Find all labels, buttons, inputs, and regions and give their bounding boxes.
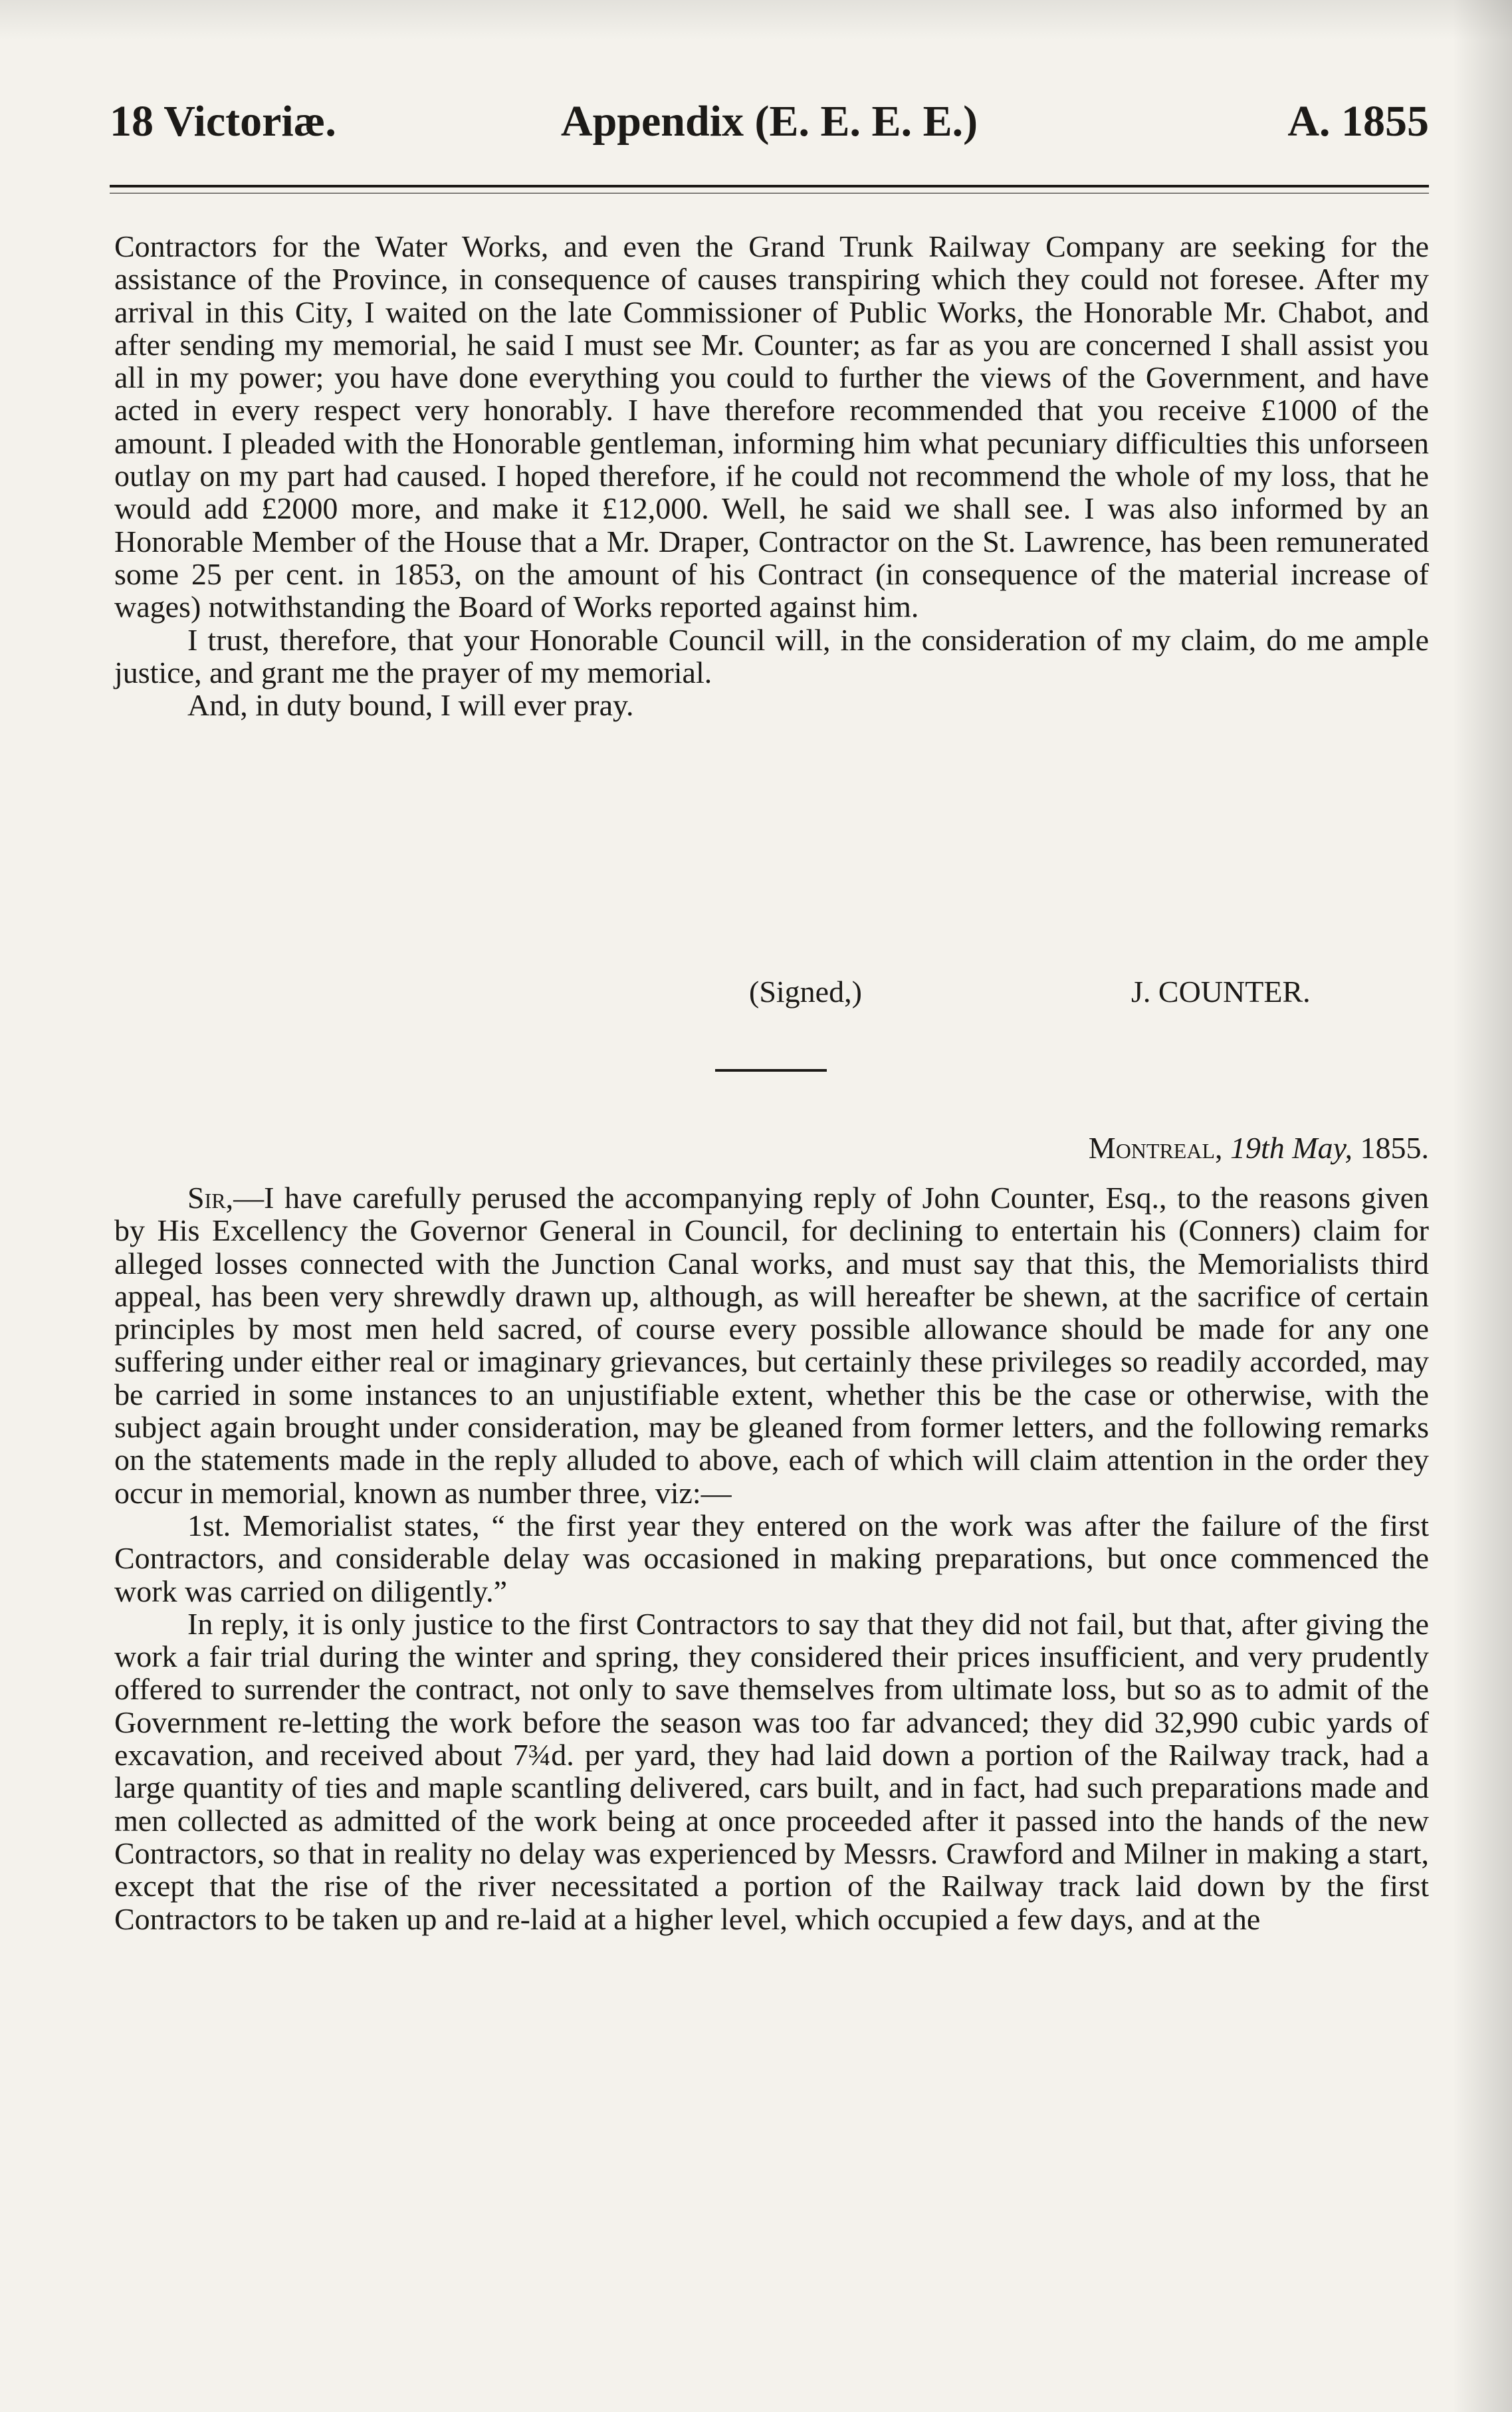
- dateline: [1089, 1130, 1429, 1165]
- header-year: A. 1855: [1287, 97, 1429, 146]
- dateline-place: Montreal,: [1088, 1131, 1223, 1165]
- header-rule-thick: [110, 185, 1429, 187]
- dateline-month: May,: [1292, 1131, 1352, 1165]
- section-separator: [715, 1069, 827, 1072]
- header-session: 18 Victoriæ.: [110, 97, 336, 146]
- running-header: [110, 96, 1429, 156]
- signed-label: (Signed,): [749, 975, 862, 1009]
- header-appendix: Appendix (E. E. E. E.): [560, 97, 978, 146]
- letter1-paragraph: Contractors for the Water Works, and even the Grand Trunk Railway Company are seeking for the assistance of the Province, in consequence of causes transpiring which they could not foresee. After my arrival in this City, I waited on the late Commissioner of Public Works, the Honorable Mr. Chabot, and after sending my memorial, he said I must see Mr. Counter; as far as you are concerned I shall assist you all in my power; you have done everything you could to further the views of the Government, and have acted in every respect very honorably. I have therefore recommended that you receive £1000 of the amount. I pleaded with the Honorable gentleman, informing him what pecuniary difficulties this unforseen outlay on my part had caused. I hoped therefore, if he could not recommend the whole of my loss, that he would add £2000 more, and make it £12,000. Well, he said we shall see. I was also informed by an Honorable Member of the House that a Mr. Draper, Contractor on the St. Lawrence, has been remunerated some 25 per cent. in 1853, on the amount of his Contract (in consequence of the material increase of wages) notwithstanding the Board of Works reported against him.: [114, 229, 1429, 624]
- page-shadow-top: [0, 0, 1512, 40]
- letter1-paragraph: I trust, therefore, that your Honorable Council will, in the consideration of my claim, do me ample justice, and grant me the prayer of my memorial.: [114, 622, 1429, 689]
- letter1-closing: And, in duty bound, I will ever pray.: [187, 688, 634, 723]
- letter2-paragraph: In reply, it is only justice to the first Contractors to say that they did not fail, but that, after giving the work a fair trial during the winter and spring, they considered their prices insufficient, and very prudently offered to surrender the contract, not only to save themselves from ultimate loss, but so as to admit of the Government re-letting the work before the season was too far advanced; they did 32,990 cubic yards of excavation, and received about 7¾d. per yard, they had laid down a portion of the Railway track, had a large quantity of ties and maple scantling delivered, cars built, and in fact, had such preparations made and men collected as admitted of the work being at once proceeded after it passed into the hands of the new Contractors, so that in reality no delay was experienced by Messrs. Crawford and Milner in making a start, except that the rise of the river necessitated a portion of the Railway track laid down by the first Contractors to be taken up and re-laid at a higher level, which occupied a few days, and at the: [114, 1606, 1429, 1936]
- salutation: Sir,: [187, 1181, 234, 1215]
- letter2-paragraph-text: —I have carefully perused the accompanying reply of John Counter, Esq., to the reasons given by His Excellency the Governor General in Council, for declining to entertain his (Conners) claim for alleged losses connected with the Junction Canal works, and must say that this, the Memorialists third appeal, has been very shrewdly drawn up, although, as will hereafter be shewn, at the sacrifice of certain principles by most men held sacred, of course every possible allowance should be made for any one suffering under either real or imaginary grievances, but certainly these privileges so readily accorded, may be carried in some instances to an unjustifiable extent, whether this be the case or otherwise, with the subject again brought under consideration, may be gleaned from former letters, and the following remarks on the statements made in the reply alluded to above, each of which will claim attention in the order they occur in memorial, known as number three, viz:—: [114, 1181, 1429, 1510]
- letter2-paragraph: [114, 1181, 1429, 1509]
- page-shadow-right: [1452, 0, 1512, 2412]
- dateline-year: 1855.: [1360, 1131, 1429, 1165]
- letter-reply-body: [114, 1181, 1429, 1935]
- letter-counter-body: [114, 230, 1429, 721]
- dateline-day: 19th: [1230, 1131, 1285, 1165]
- signer-name: J. COUNTER.: [1131, 975, 1311, 1009]
- letter2-paragraph: 1st. Memorialist states, “ the first year they entered on the work was after the failure of the first Contractors, and considerable delay was occasioned in making preparations, but once commenced the work was carried on diligently.”: [114, 1508, 1429, 1608]
- signature-line: [114, 974, 1429, 1014]
